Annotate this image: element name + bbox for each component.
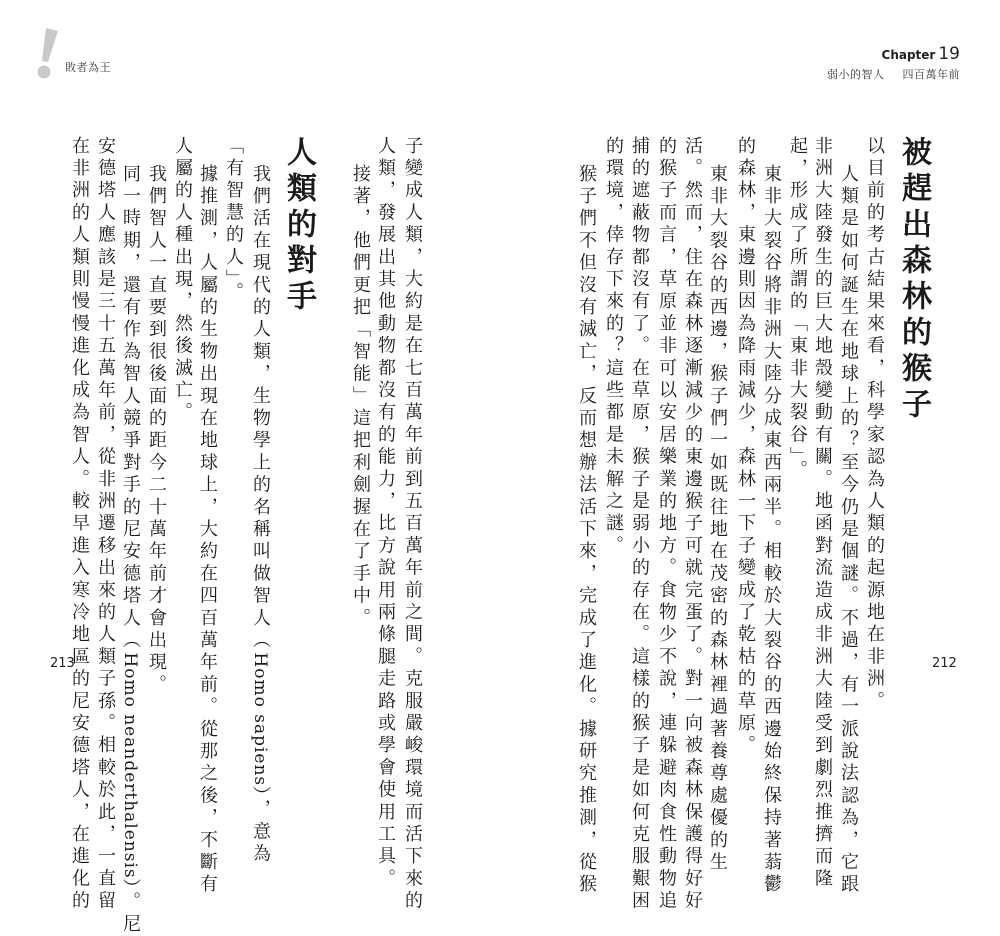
chapter-heading: [827, 44, 960, 64]
chapter-period: 四百萬年前: [902, 68, 960, 81]
paragraph-column: 非洲大陸發生的巨大地殼變動有關。地函對流造成非洲大陸受到劇烈推擠而隆: [812, 136, 833, 891]
chapter-label: Chapter: [881, 48, 936, 62]
paragraph-column: 東非大裂谷的西邊，猴子們一如既往地在茂密的森林裡過著養尊處優的生: [707, 164, 728, 875]
paragraph-column: 的環境，倖存下來的？這些都是未解之謎。: [603, 136, 624, 558]
chapter-title: 弱小的智人: [827, 68, 885, 81]
paragraph-column: 人類，發展出其他動物都沒有的能力，比方說用兩條腿走路或學會使用工具。: [375, 136, 396, 891]
chapter-number: 19: [938, 44, 960, 64]
paragraph-column: 東非大裂谷將非洲大陸分成東西兩半。相較於大裂谷的西邊始終保持著蓊鬱: [761, 164, 782, 897]
paragraph-column: 「有智慧的人」。: [223, 136, 244, 305]
column-text: ），意為: [250, 786, 271, 866]
column-text: 我們活在現代的人類，生物學上的名稱叫做智人（: [250, 164, 271, 653]
paragraph-column: 的森林，東邊則因為降雨減少，森林一下子變成了乾枯的草原。: [735, 136, 756, 758]
paragraph-column: 起，形成了所謂的「東非大裂谷」。: [787, 136, 808, 483]
column-text: 同一時期，還有作為智人競爭對手的尼安德塔人（: [120, 164, 141, 653]
paragraph-column: 猴子們不但沒有滅亡，反而想辦法活下來，完成了進化。據研究推測，從猴: [576, 164, 597, 897]
paragraph-column: 據推測，人屬的生物出現在地球上，大約在四百萬年前。從那之後，不斷有: [197, 164, 218, 897]
section-title: 被趕出森林的猴子: [896, 136, 931, 424]
running-head: 敗者為王: [65, 61, 111, 74]
column-text: ）。尼: [120, 878, 141, 936]
paragraph-column: 接著，他們更把「智能」這把利劍握在了手中。: [350, 164, 371, 631]
section-title: 人類的對手: [281, 136, 316, 316]
paragraph-column: 在非洲的人類則慢慢進化成為智人。較早進入寒冷地區的尼安德塔人，在進化的: [69, 136, 90, 913]
paragraph-column: 的猴子而言，草原並非可以安居樂業的地方。食物少不說，連躲避肉食性動物追: [656, 136, 677, 913]
paragraph-column: 以目前的考古結果來看，科學家認為人類的起源地在非洲。: [864, 136, 885, 714]
paragraph-column: 安德塔人應該是三十五萬年前，從非洲遷移出來的人類子孫。相較於此，一直留: [95, 136, 116, 913]
chapter-subtitle: [827, 66, 960, 82]
paragraph-column: 子變成人類，大約是在七百萬年前到五百萬年前之間。克服嚴峻環境而活下來的: [402, 136, 423, 913]
paragraph-column: 活。然而，住在森林逐漸減少的東邊猴子可就完蛋了。對一向被森林保護得好好: [682, 136, 703, 913]
page-number: 212: [932, 656, 957, 671]
paragraph-column: 捕的遮蔽物都沒有了。在草原，猴子是弱小的存在。這樣的猴子是如何克服艱困: [629, 136, 650, 913]
latin-term: Homo sapiens: [250, 652, 270, 787]
chapter-header: [827, 44, 960, 82]
latin-term: Homo neanderthalensis: [120, 652, 140, 879]
paragraph-column: 我們智人一直要到很後面的距今二十萬年前才會出現。: [146, 164, 167, 697]
paragraph-column: 人屬的人種出現，然後滅亡。: [172, 136, 193, 425]
paragraph-column: 人類是如何誕生在地球上的？至今仍是個謎。不過，有一派說法認為，它跟: [838, 164, 859, 897]
page-number: 213: [50, 656, 75, 671]
